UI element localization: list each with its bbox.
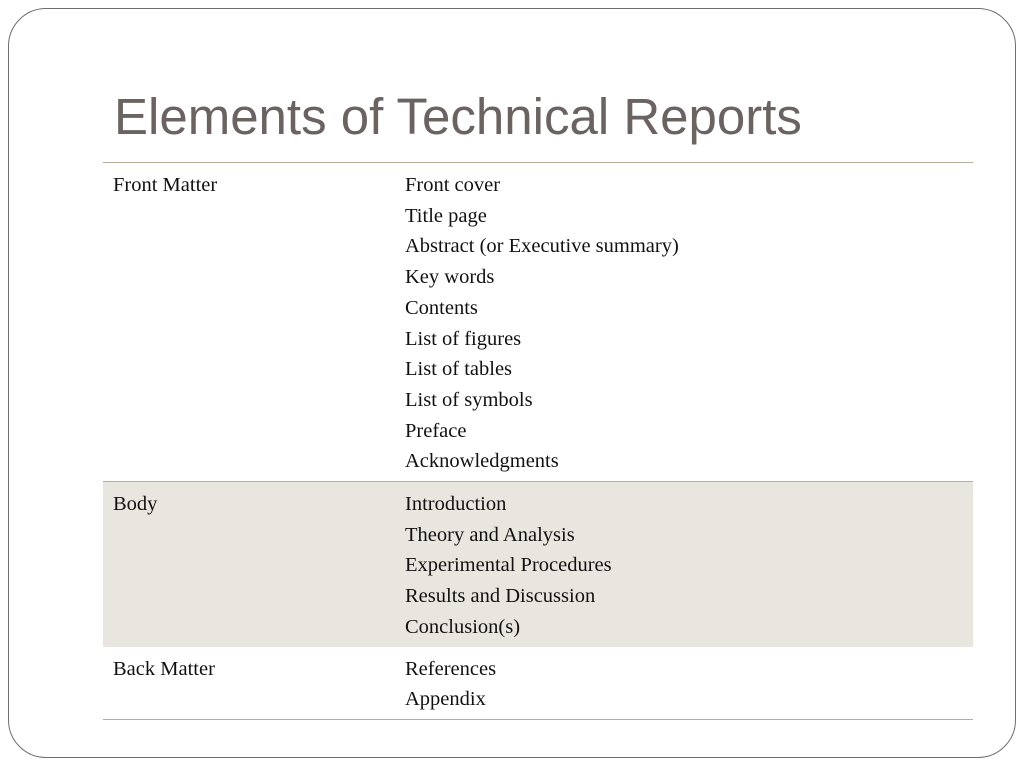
list-item: Theory and Analysis [405,523,575,546]
list-item: Abstract (or Executive summary) [405,235,679,258]
table-row-front-matter [103,163,973,482]
list-item: Conclusion(s) [405,615,521,638]
list-item: List of figures [405,327,522,350]
section-items [385,482,973,647]
list-item: Acknowledgments [405,450,559,473]
slide-title: Elements of Technical Reports [114,88,802,145]
list-item: Results and Discussion [405,585,596,608]
list-item: Experimental Procedures [405,554,612,577]
table-row-back-matter [103,647,973,720]
list-item: List of tables [405,358,513,381]
section-items [385,647,973,720]
list-item: Title page [405,204,487,227]
section-label: Back Matter [103,647,385,720]
list-item: Key words [405,266,495,289]
slide [8,8,1016,758]
section-items [385,163,973,482]
list-item: Preface [405,419,467,442]
list-item: Front cover [405,174,501,196]
elements-table [103,162,973,720]
list-item: Introduction [405,493,507,516]
table-row-body [103,482,973,647]
list-item: References [405,657,497,680]
section-label: Body [103,482,385,647]
list-item: Contents [405,296,478,319]
section-label: Front Matter [103,163,385,482]
list-item: Appendix [405,688,486,711]
list-item: List of symbols [405,388,533,411]
